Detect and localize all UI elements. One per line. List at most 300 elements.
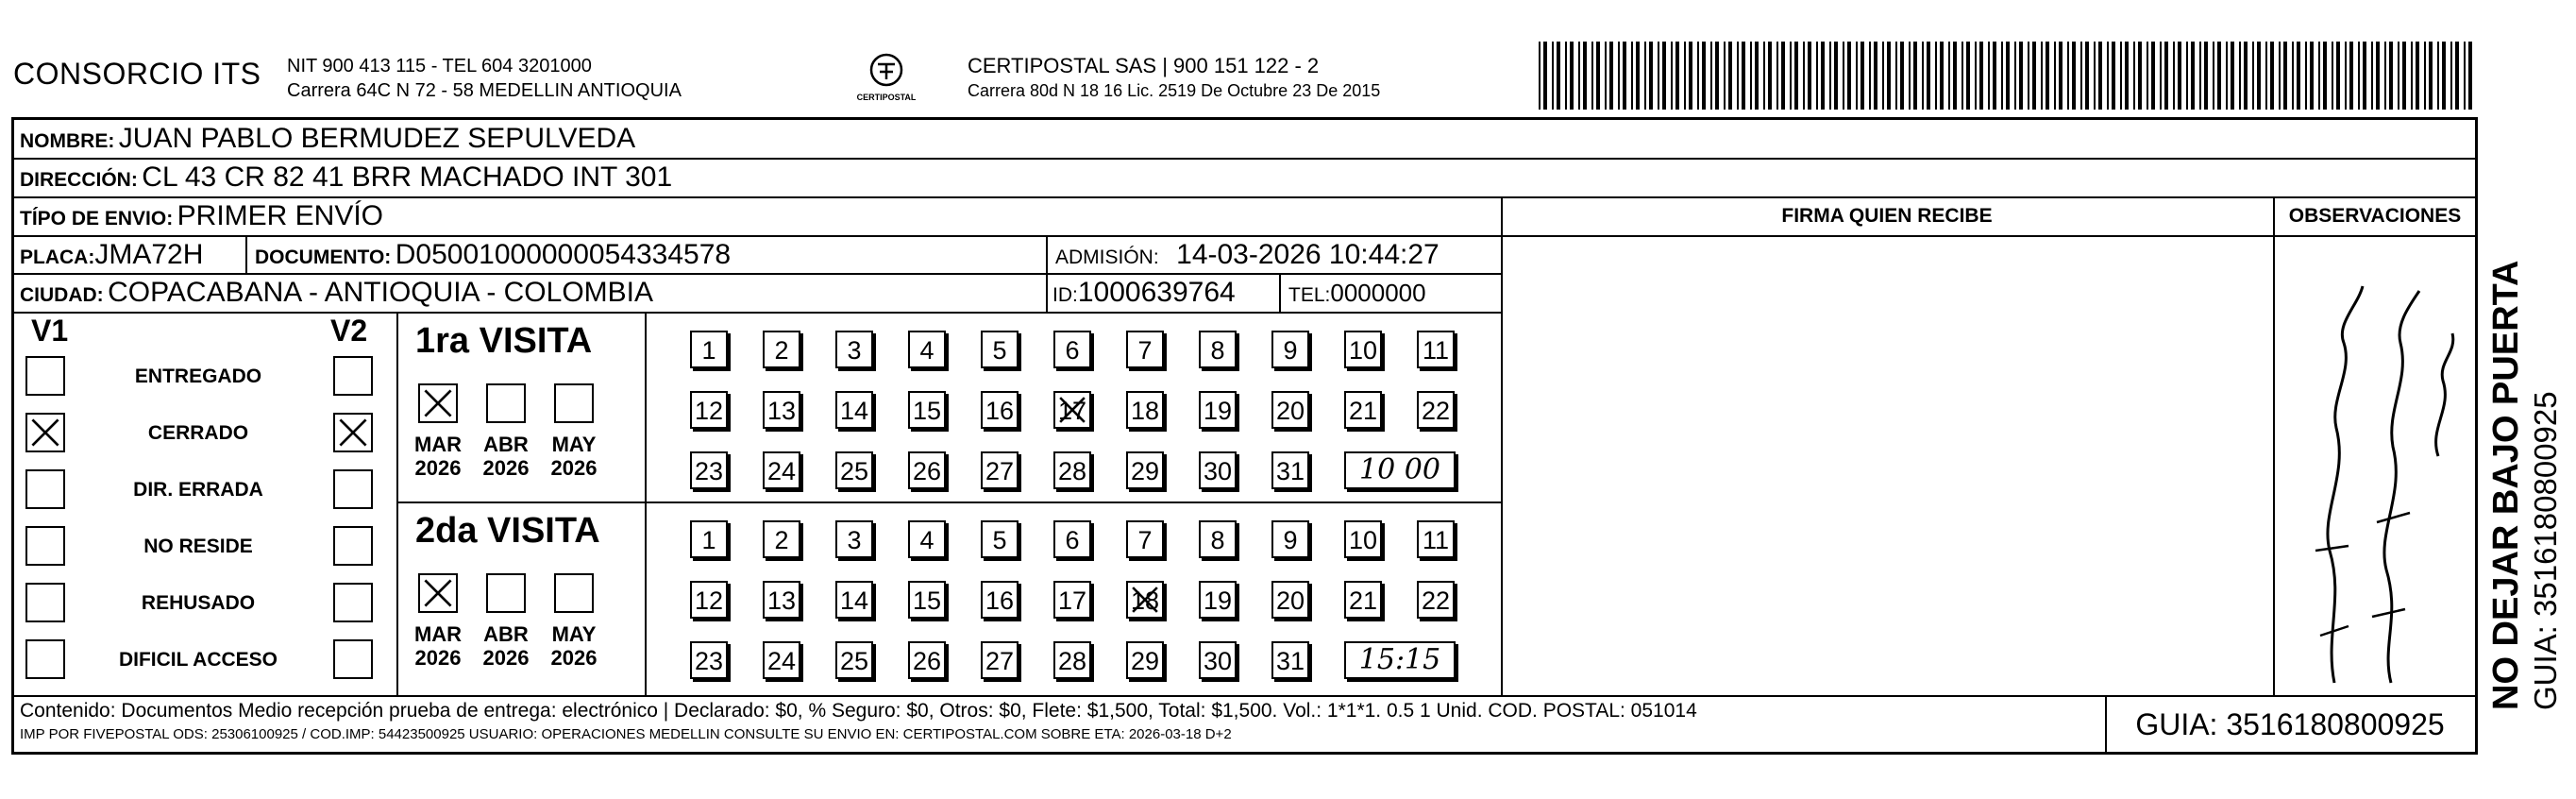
barcode-bar	[2199, 42, 2201, 110]
admision-field	[1055, 239, 1440, 271]
barcode-bar	[2046, 42, 2049, 110]
barcode-bar	[2067, 42, 2069, 110]
day-number: 19	[1203, 586, 1233, 615]
day-box[interactable]	[690, 641, 728, 679]
barcode-bar	[1909, 42, 1911, 110]
month-checkbox-mar[interactable]	[418, 383, 458, 423]
v2-checkbox-rehusado[interactable]	[333, 583, 373, 622]
barcode-bar	[2437, 42, 2439, 110]
day-box[interactable]	[1344, 581, 1382, 619]
barcode-bar	[1715, 42, 1719, 110]
day-box[interactable]	[1126, 581, 1164, 619]
barcode-bar	[1644, 42, 1646, 110]
certipostal-line: CERTIPOSTAL SAS | 900 151 122 - 2	[968, 54, 1320, 77]
day-number: 12	[694, 397, 724, 425]
day-number: 21	[1348, 586, 1378, 615]
day-number: 6	[1065, 526, 1080, 554]
row-divider	[14, 273, 1501, 275]
v1-checkbox-dir-errada[interactable]	[25, 469, 65, 509]
barcode-bar	[1966, 42, 1970, 110]
barcode-bar	[2072, 42, 2076, 110]
nit-line: NIT 900 413 115 - TEL 604 3201000	[287, 56, 592, 76]
day-number: 23	[694, 647, 724, 675]
month-label	[478, 433, 534, 480]
id-value: 1000639764	[1077, 277, 1236, 308]
barcode-bar	[2292, 42, 2294, 110]
row-divider	[14, 196, 2475, 198]
barcode-bar	[2358, 42, 2360, 110]
day-box[interactable]	[1271, 581, 1309, 619]
barcode-bar	[1724, 42, 1726, 110]
barcode-bar	[1742, 42, 1745, 110]
barcode-bar	[2279, 42, 2281, 110]
tel-field	[1288, 279, 1426, 308]
barcode-bar	[1940, 42, 1944, 110]
tel-divider	[1279, 273, 1281, 312]
barcode-bar	[2411, 42, 2413, 110]
barcode-bar	[1649, 42, 1653, 110]
barcode-bar	[2191, 42, 2195, 110]
barcode-bar	[1702, 42, 1706, 110]
barcode-bar	[2376, 42, 2380, 110]
ciudad-label: CIUDAD:	[20, 284, 104, 306]
barcode-bar	[2349, 42, 2353, 110]
v2-checkbox-dir-errada[interactable]	[333, 469, 373, 509]
barcode-bar	[2231, 42, 2234, 110]
barcode-bar	[1697, 42, 1699, 110]
day-box[interactable]	[908, 331, 946, 368]
row-divider	[1501, 235, 2475, 237]
day-box[interactable]	[908, 520, 946, 558]
barcode-bar	[1609, 42, 1613, 110]
month-year: 2026	[550, 456, 598, 480]
visit-title: 1ra VISITA	[415, 321, 593, 361]
day-box[interactable]	[908, 451, 946, 489]
day-number: 24	[766, 457, 797, 485]
day-box[interactable]	[1053, 581, 1091, 619]
barcode-bar	[1552, 42, 1554, 110]
day-number: 12	[694, 586, 724, 615]
day-box[interactable]	[981, 581, 1019, 619]
admision-label: ADMISIÓN:	[1055, 246, 1159, 268]
barcode-bar	[2371, 42, 2373, 110]
day-box[interactable]	[1344, 520, 1382, 558]
day-number: 2	[774, 336, 789, 365]
barcode-bar	[1882, 42, 1884, 110]
barcode-bar	[2429, 42, 2433, 110]
day-number: 3	[847, 336, 862, 365]
right-border	[2475, 120, 2477, 752]
v1-label: V1	[31, 314, 69, 348]
day-box[interactable]	[1126, 391, 1164, 429]
barcode-bar	[1860, 42, 1864, 110]
day-number: 25	[839, 457, 869, 485]
imp-text: IMP POR FIVEPOSTAL ODS: 25306100925 / COD.IMP: 54423500925 USUARIO: OPERACIONES MEDELLIN CONSULTE SU ENVIO EN: CERTIPOSTAL.COM SOBRE ETA: 2026-03-18 D+2	[20, 726, 1232, 742]
barcode-bar	[2424, 42, 2426, 110]
day-number: 20	[1275, 586, 1305, 615]
day-number: 27	[985, 647, 1015, 675]
barcode-bar	[1578, 42, 1580, 110]
barcode-bar	[2389, 42, 2393, 110]
barcode-bar	[2450, 42, 2452, 110]
barcode-bar	[1874, 42, 1877, 110]
barcode-bar	[1565, 42, 1567, 110]
barcode-bar	[1605, 42, 1607, 110]
day-box[interactable]	[908, 391, 946, 429]
barcode-bar	[2239, 42, 2241, 110]
tel-label: TEL:	[1288, 284, 1331, 306]
barcode-bar	[1975, 42, 1977, 110]
day-box[interactable]	[1417, 331, 1455, 368]
day-number: 10	[1348, 526, 1378, 554]
barcode-bar	[1763, 42, 1765, 110]
certipostal-logo	[857, 51, 916, 106]
signature-area[interactable]	[1506, 239, 2270, 692]
barcode-bar	[1808, 42, 1811, 110]
barcode-bar	[1953, 42, 1957, 110]
certipostal-info	[968, 54, 1380, 103]
barcode-bar	[2059, 42, 2062, 110]
day-box[interactable]	[1199, 520, 1237, 558]
barcode-bar	[1623, 42, 1626, 110]
admision-divider	[1046, 235, 1048, 312]
nombre-label: NOMBRE:	[20, 130, 115, 152]
barcode-bar	[2398, 42, 2399, 110]
tipo-row	[20, 200, 383, 232]
v1-checkbox-cerrado[interactable]	[25, 413, 65, 452]
observaciones-label: OBSERVACIONES	[2288, 205, 2462, 227]
barcode-bar	[1539, 42, 1541, 110]
barcode-bar	[2305, 42, 2307, 110]
status-label: NO RESIDE	[143, 536, 253, 557]
day-number: 28	[1057, 457, 1087, 485]
day-number: 16	[985, 397, 1015, 425]
v2-checkbox-dificil-acceso[interactable]	[333, 639, 373, 679]
day-number: 17	[1057, 586, 1087, 615]
barcode-bar	[1689, 42, 1692, 110]
status-label: DIFICIL ACCESO	[118, 649, 278, 671]
day-number: 29	[1130, 457, 1160, 485]
admision-value: 14-03-2026 10:44:27	[1176, 239, 1440, 270]
barcode-bar	[2001, 42, 2003, 110]
barcode-bar	[2028, 42, 2029, 110]
status-label: ENTREGADO	[134, 366, 262, 387]
day-number: 14	[839, 397, 869, 425]
month-checkbox-may[interactable]	[554, 573, 594, 613]
day-box[interactable]	[835, 520, 873, 558]
day-number: 21	[1348, 397, 1378, 425]
barcode-bar	[2345, 42, 2347, 110]
barcode-bar	[1856, 42, 1858, 110]
day-box[interactable]	[763, 391, 800, 429]
firma-label: FIRMA QUIEN RECIBE	[1781, 205, 1993, 227]
barcode-bar	[2054, 42, 2056, 110]
month-checkbox-abr[interactable]	[486, 383, 526, 423]
day-number: 28	[1057, 647, 1087, 675]
month-label	[410, 622, 466, 670]
barcode-bar	[1755, 42, 1759, 110]
day-box[interactable]	[763, 641, 800, 679]
status-label: CERRADO	[147, 422, 249, 444]
day-number: 1	[701, 336, 716, 365]
barcode-bar	[1948, 42, 1950, 110]
month-name: ABR	[483, 433, 529, 456]
day-box[interactable]	[908, 581, 946, 619]
ciudad-field	[20, 277, 653, 309]
status-label: REHUSADO	[141, 592, 256, 614]
day-box[interactable]	[1271, 331, 1309, 368]
observaciones-area	[2278, 239, 2472, 692]
month-name: MAY	[551, 433, 597, 456]
barcode-bar	[2094, 42, 2096, 110]
company-info	[287, 54, 682, 103]
day-number: 19	[1203, 397, 1233, 425]
day-box[interactable]	[1199, 581, 1237, 619]
barcode-bar	[2041, 42, 2043, 110]
day-box[interactable]	[981, 451, 1019, 489]
day-box[interactable]	[1417, 581, 1455, 619]
day-box[interactable]	[1126, 451, 1164, 489]
day-number: 31	[1275, 457, 1305, 485]
v2-checkbox-entregado[interactable]	[333, 356, 373, 396]
handwritten-time: 10 00	[1344, 451, 1456, 489]
direccion-label: DIRECCIÓN:	[20, 169, 138, 191]
barcode-bar	[1794, 42, 1798, 110]
barcode-bar	[2014, 42, 2016, 110]
observaciones-handwriting-drawing	[2278, 239, 2472, 692]
logo-text: CERTIPOSTAL	[857, 93, 916, 102]
v1-checkbox-no-reside[interactable]	[25, 526, 65, 566]
barcode-bar	[2270, 42, 2274, 110]
barcode-bar	[1922, 42, 1924, 110]
side-guia: GUIA: 3516180800925	[2528, 391, 2563, 710]
day-number: 5	[992, 336, 1007, 365]
month-name: ABR	[483, 622, 529, 646]
barcode-bar	[2336, 42, 2340, 110]
barcode-bar	[1887, 42, 1891, 110]
barcode-bar	[1658, 42, 1659, 110]
day-number: 8	[1210, 336, 1225, 365]
day-box[interactable]	[763, 331, 800, 368]
day-number: 31	[1275, 647, 1305, 675]
barcode-bar	[1728, 42, 1732, 110]
v1-checkbox-entregado[interactable]	[25, 356, 65, 396]
day-box[interactable]	[981, 331, 1019, 368]
barcode-bar	[2416, 42, 2419, 110]
barcode-bar	[2186, 42, 2188, 110]
visit-divider	[645, 312, 647, 695]
placa-label: PLACA:	[20, 246, 95, 268]
day-box[interactable]	[763, 581, 800, 619]
day-number: 20	[1275, 397, 1305, 425]
month-label	[546, 622, 602, 670]
day-box[interactable]	[1417, 391, 1455, 429]
documento-label: DOCUMENTO:	[255, 246, 392, 268]
barcode-bar	[1803, 42, 1805, 110]
barcode-bar	[2107, 42, 2109, 110]
tel-value: 0000000	[1330, 279, 1426, 307]
day-box[interactable]	[908, 641, 946, 679]
day-number: 16	[985, 586, 1015, 615]
day-number: 7	[1137, 336, 1153, 365]
day-number: 22	[1421, 397, 1451, 425]
barcode-bar	[2265, 42, 2267, 110]
v2-checkbox-cerrado[interactable]	[333, 413, 373, 452]
barcode-bar	[2173, 42, 2175, 110]
day-number: 4	[919, 336, 934, 365]
barcode-bar	[2080, 42, 2082, 110]
barcode-bar	[1790, 42, 1792, 110]
barcode-bar	[1781, 42, 1785, 110]
observaciones-divider	[2273, 196, 2275, 695]
day-box[interactable]	[1053, 520, 1091, 558]
placa-divider	[245, 235, 247, 273]
day-box[interactable]	[1344, 391, 1382, 429]
day-box[interactable]	[1344, 331, 1382, 368]
barcode-bar	[1636, 42, 1640, 110]
day-box[interactable]	[690, 331, 728, 368]
barcode-bar	[1927, 42, 1930, 110]
month-checkbox-may[interactable]	[554, 383, 594, 423]
barcode-bar	[1869, 42, 1871, 110]
day-box[interactable]	[1126, 641, 1164, 679]
company-name: CONSORCIO ITS	[13, 57, 261, 91]
day-box[interactable]	[981, 641, 1019, 679]
day-number: 22	[1421, 586, 1451, 615]
day-number: 9	[1283, 526, 1298, 554]
barcode-bar	[2204, 42, 2208, 110]
day-box[interactable]	[690, 451, 728, 489]
month-year: 2026	[414, 646, 462, 670]
day-number: 14	[839, 586, 869, 615]
day-box[interactable]	[1417, 520, 1455, 558]
month-checkbox-abr[interactable]	[486, 573, 526, 613]
day-box[interactable]	[1199, 391, 1237, 429]
day-number: 23	[694, 457, 724, 485]
day-box[interactable]	[763, 451, 800, 489]
barcode-bar	[2468, 42, 2472, 110]
month-checkbox-mar[interactable]	[418, 573, 458, 613]
month-name: MAR	[413, 433, 463, 456]
handwritten-time: 15:15	[1344, 641, 1456, 679]
barcode-bar	[1618, 42, 1620, 110]
tipo-value: PRIMER ENVÍO	[177, 200, 384, 231]
day-box[interactable]	[1199, 451, 1237, 489]
day-box[interactable]	[690, 391, 728, 429]
day-box[interactable]	[1053, 391, 1091, 429]
direccion-row	[20, 162, 672, 194]
day-number: 11	[1422, 526, 1450, 554]
day-box[interactable]	[981, 391, 1019, 429]
barcode-bar	[2120, 42, 2122, 110]
day-box[interactable]	[835, 581, 873, 619]
barcode-bar	[1843, 42, 1844, 110]
day-number: 8	[1210, 526, 1225, 554]
barcode-bar	[2147, 42, 2148, 110]
day-box[interactable]	[835, 391, 873, 429]
barcode-bar	[2006, 42, 2010, 110]
footer-guia: GUIA: 3516180800925	[2135, 707, 2445, 741]
day-box[interactable]	[1271, 391, 1309, 429]
day-box[interactable]	[690, 581, 728, 619]
barcode-bar	[2178, 42, 2181, 110]
v2-checkbox-no-reside[interactable]	[333, 526, 373, 566]
barcode-bar	[2384, 42, 2386, 110]
barcode-bar	[2464, 42, 2466, 110]
day-number: 26	[912, 457, 942, 485]
day-box[interactable]	[981, 520, 1019, 558]
barcode-bar	[1847, 42, 1851, 110]
day-box[interactable]	[1271, 451, 1309, 489]
day-box[interactable]	[690, 520, 728, 558]
barcode-bar	[2257, 42, 2261, 110]
month-label	[546, 433, 602, 480]
day-box[interactable]	[1053, 641, 1091, 679]
barcode-bar	[1816, 42, 1818, 110]
day-number: 30	[1203, 647, 1233, 675]
visit-title: 2da VISITA	[415, 511, 600, 551]
barcode-bar	[2297, 42, 2300, 110]
month-name: MAR	[413, 622, 463, 646]
v1-checkbox-dificil-acceso[interactable]	[25, 639, 65, 679]
nombre-value: JUAN PABLO BERMUDEZ SEPULVEDA	[118, 123, 636, 154]
v2-label: V2	[330, 314, 368, 348]
day-number: 24	[766, 647, 797, 675]
day-box[interactable]	[1126, 331, 1164, 368]
no-dejar-warning: NO DEJAR BAJO PUERTA	[2486, 260, 2526, 710]
barcode-bar	[2164, 42, 2168, 110]
v1-checkbox-rehusado[interactable]	[25, 583, 65, 622]
documento-field	[255, 239, 731, 271]
barcode-bar	[1768, 42, 1772, 110]
day-box[interactable]	[835, 331, 873, 368]
barcode-bar	[2244, 42, 2248, 110]
barcode-bar	[1570, 42, 1574, 110]
barcode-bar	[1662, 42, 1666, 110]
day-number: 2	[774, 526, 789, 554]
barcode-bar	[1596, 42, 1600, 110]
day-box[interactable]	[1126, 520, 1164, 558]
row-divider	[14, 158, 2475, 160]
barcode-bar	[2151, 42, 2155, 110]
day-box[interactable]	[1053, 451, 1091, 489]
barcode-bar	[1961, 42, 1963, 110]
day-box[interactable]	[1053, 331, 1091, 368]
day-box[interactable]	[835, 641, 873, 679]
day-box[interactable]	[1271, 641, 1309, 679]
day-number: 30	[1203, 457, 1233, 485]
day-box[interactable]	[763, 520, 800, 558]
day-box[interactable]	[835, 451, 873, 489]
day-box[interactable]	[1199, 331, 1237, 368]
direccion-value: CL 43 CR 82 41 BRR MACHADO INT 301	[142, 162, 673, 193]
barcode-bar	[2332, 42, 2333, 110]
barcode	[1539, 42, 2477, 110]
tipo-label: TÍPO DE ENVIO:	[20, 208, 174, 230]
barcode-bar	[1591, 42, 1593, 110]
barcode-bar	[2125, 42, 2129, 110]
placa-field	[20, 239, 203, 271]
day-box[interactable]	[1199, 641, 1237, 679]
day-cross-mark	[1055, 393, 1089, 427]
barcode-bar	[1776, 42, 1778, 110]
day-box[interactable]	[1271, 520, 1309, 558]
status-divider	[396, 312, 398, 695]
barcode-bar	[2085, 42, 2089, 110]
day-number: 18	[1130, 397, 1160, 425]
barcode-bar	[1710, 42, 1712, 110]
day-number: 3	[847, 526, 862, 554]
